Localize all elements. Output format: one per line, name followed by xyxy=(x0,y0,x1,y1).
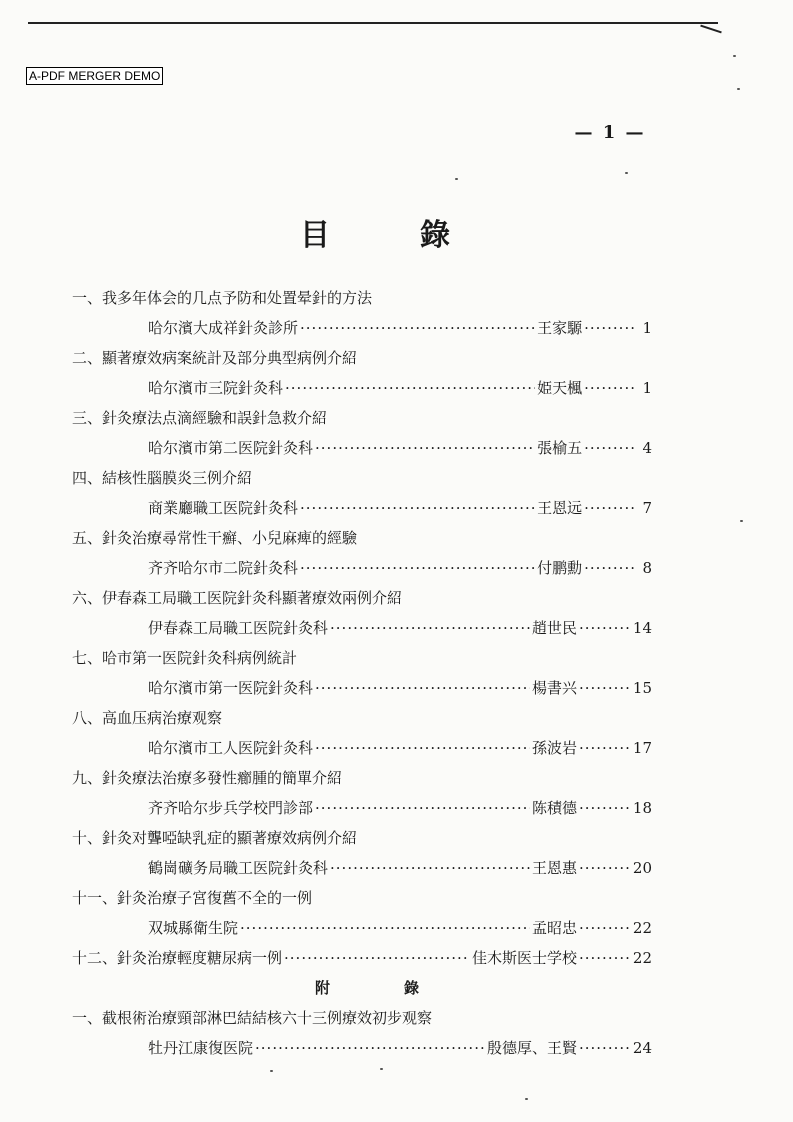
toc-source: 牡丹江康復医院 xyxy=(148,1039,254,1057)
toc-author: 趙世民 xyxy=(531,619,577,637)
leader-dots xyxy=(315,433,535,463)
toc-page: 4 xyxy=(642,439,652,457)
toc-author: 王恩惠 xyxy=(531,859,577,877)
toc-page: 22 xyxy=(632,919,652,937)
toc-source: 哈尔濱市第二医院針灸科 xyxy=(148,439,314,457)
toc-author: 張榆五 xyxy=(537,439,583,457)
toc-entry-title: 十一、針灸治療子宮復舊不全的一例 xyxy=(72,889,313,907)
toc-page: 24 xyxy=(632,1039,652,1057)
toc-entry-line xyxy=(72,1033,652,1063)
leader-dots: ········· xyxy=(578,949,631,967)
scan-speck xyxy=(270,1070,273,1072)
toc-page: 20 xyxy=(632,859,652,877)
leader-dots: ········· xyxy=(578,679,631,697)
table-of-contents xyxy=(72,283,652,1063)
appendix-heading xyxy=(72,973,652,1003)
toc-entry-title: 七、哈市第一医院針灸科病例統計 xyxy=(72,649,298,667)
toc-entry-line xyxy=(72,673,652,703)
toc-entry-line xyxy=(72,943,652,973)
scan-speck xyxy=(455,178,458,180)
toc-entry-line xyxy=(72,433,652,463)
title-char-left: 目 xyxy=(300,218,330,253)
toc-page: 17 xyxy=(632,739,652,757)
leader-dots: ········· xyxy=(578,1039,631,1057)
toc-entry-line xyxy=(72,733,652,763)
toc-page: 22 xyxy=(632,949,652,967)
page-number: — 1 — xyxy=(574,122,646,143)
toc-entry-title: 八、高血压病治療观察 xyxy=(72,709,223,727)
scan-speck xyxy=(740,520,743,522)
scan-speck xyxy=(380,1068,383,1070)
toc-source: 哈尔濱市三院針灸科 xyxy=(148,379,284,397)
toc-author: 付鹏勳 xyxy=(537,559,583,577)
leader-dots xyxy=(330,613,530,643)
top-rule xyxy=(28,22,718,24)
leader-dots: ········· xyxy=(584,379,636,397)
toc-entry-title: 十二、針灸治療輕度糖尿病一例 xyxy=(72,949,283,967)
leader-dots xyxy=(300,493,535,523)
toc-entry-line xyxy=(72,913,652,943)
toc-source: 哈尔濱市第一医院針灸科 xyxy=(148,679,314,697)
leader-dots xyxy=(300,313,535,343)
toc-entry-title: 四、結核性腦膜炎三例介紹 xyxy=(72,469,253,487)
toc-source: 伊春森工局職工医院針灸科 xyxy=(148,619,329,637)
top-rule-tail xyxy=(700,25,722,34)
toc-author: 陈積德 xyxy=(531,799,577,817)
toc-page: 1 xyxy=(642,319,652,337)
toc-entry-title: 六、伊春森工局職工医院針灸科顯著療效兩例介紹 xyxy=(72,589,403,607)
toc-source: 齐齐哈尔市二院針灸科 xyxy=(148,559,299,577)
leader-dots xyxy=(240,913,530,943)
title-char-right: 錄 xyxy=(420,218,450,253)
leader-dots: ········· xyxy=(578,799,631,817)
toc-entry-title: 九、針灸療法治療多發性癤腫的簡單介紹 xyxy=(72,769,343,787)
leader-dots xyxy=(255,1033,485,1063)
toc-author: 楊書兴 xyxy=(531,679,577,697)
toc-entry-title: 三、針灸療法点滴經驗和誤針急救介紹 xyxy=(72,409,328,427)
toc-entry-title: 一、我多年体会的几点予防和处置晕針的方法 xyxy=(72,289,373,307)
leader-dots xyxy=(284,943,470,973)
toc-entry-line xyxy=(72,313,652,343)
toc-author: 孟昭忠 xyxy=(531,919,577,937)
toc-entry-line xyxy=(72,553,652,583)
toc-source: 鶴崗礦务局職工医院針灸科 xyxy=(148,859,329,877)
toc-entry-line xyxy=(72,853,652,883)
toc-source: 双城縣衛生院 xyxy=(148,919,239,937)
toc-page: 18 xyxy=(632,799,652,817)
toc-entry-title: 五、針灸治療尋常性干癬、小兒麻痺的經驗 xyxy=(72,529,358,547)
toc-author: 王恩远 xyxy=(537,499,583,517)
toc-source: 商業廳職工医院針灸科 xyxy=(148,499,299,517)
toc-entry-title: 十、針灸对聾啞缺乳症的顯著療效病例介紹 xyxy=(72,829,358,847)
toc-entry-line xyxy=(72,373,652,403)
leader-dots: ········· xyxy=(584,319,636,337)
toc-source: 齐齐哈尔步兵学校門診部 xyxy=(148,799,314,817)
scan-speck xyxy=(737,88,740,90)
toc-author: 姫天楓 xyxy=(537,379,583,397)
appendix-heading-left: 附 xyxy=(314,979,330,997)
leader-dots xyxy=(315,793,530,823)
toc-page: 15 xyxy=(632,679,652,697)
toc-entry-line xyxy=(72,613,652,643)
leader-dots: ········· xyxy=(584,559,636,577)
toc-author: 殷德厚、王賢 xyxy=(486,1039,577,1057)
watermark-label: A-PDF MERGER DEMO xyxy=(26,67,163,85)
scan-speck xyxy=(525,1098,528,1100)
leader-dots: ········· xyxy=(584,439,636,457)
appendix-heading-right: 錄 xyxy=(404,979,420,997)
scan-speck xyxy=(733,55,736,57)
toc-entry-line xyxy=(72,493,652,523)
page-title xyxy=(300,210,450,254)
leader-dots xyxy=(330,853,530,883)
leader-dots: ········· xyxy=(578,859,631,877)
leader-dots xyxy=(285,373,535,403)
toc-entry-title: 一、截根術治療頸部淋巴結結核六十三例療效初步观察 xyxy=(72,1009,433,1027)
toc-author: 孫波岩 xyxy=(531,739,577,757)
toc-entry-line xyxy=(72,793,652,823)
toc-author: 王家騵 xyxy=(537,319,583,337)
toc-page: 7 xyxy=(642,499,652,517)
toc-entry-title: 二、顯著療效病案統計及部分典型病例介紹 xyxy=(72,349,358,367)
toc-source: 哈尔濱大成祥針灸診所 xyxy=(148,319,299,337)
toc-page: 1 xyxy=(642,379,652,397)
leader-dots xyxy=(300,553,535,583)
toc-source: 哈尔濱市工人医院針灸科 xyxy=(148,739,314,757)
leader-dots: ········· xyxy=(578,919,631,937)
leader-dots: ········· xyxy=(584,499,636,517)
toc-page: 8 xyxy=(642,559,652,577)
scan-speck xyxy=(625,172,628,174)
leader-dots xyxy=(315,733,530,763)
leader-dots: ········· xyxy=(578,619,631,637)
toc-page: 14 xyxy=(632,619,652,637)
leader-dots xyxy=(315,673,530,703)
toc-author: 佳木斯医士学校 xyxy=(471,949,577,967)
leader-dots: ········· xyxy=(578,739,631,757)
